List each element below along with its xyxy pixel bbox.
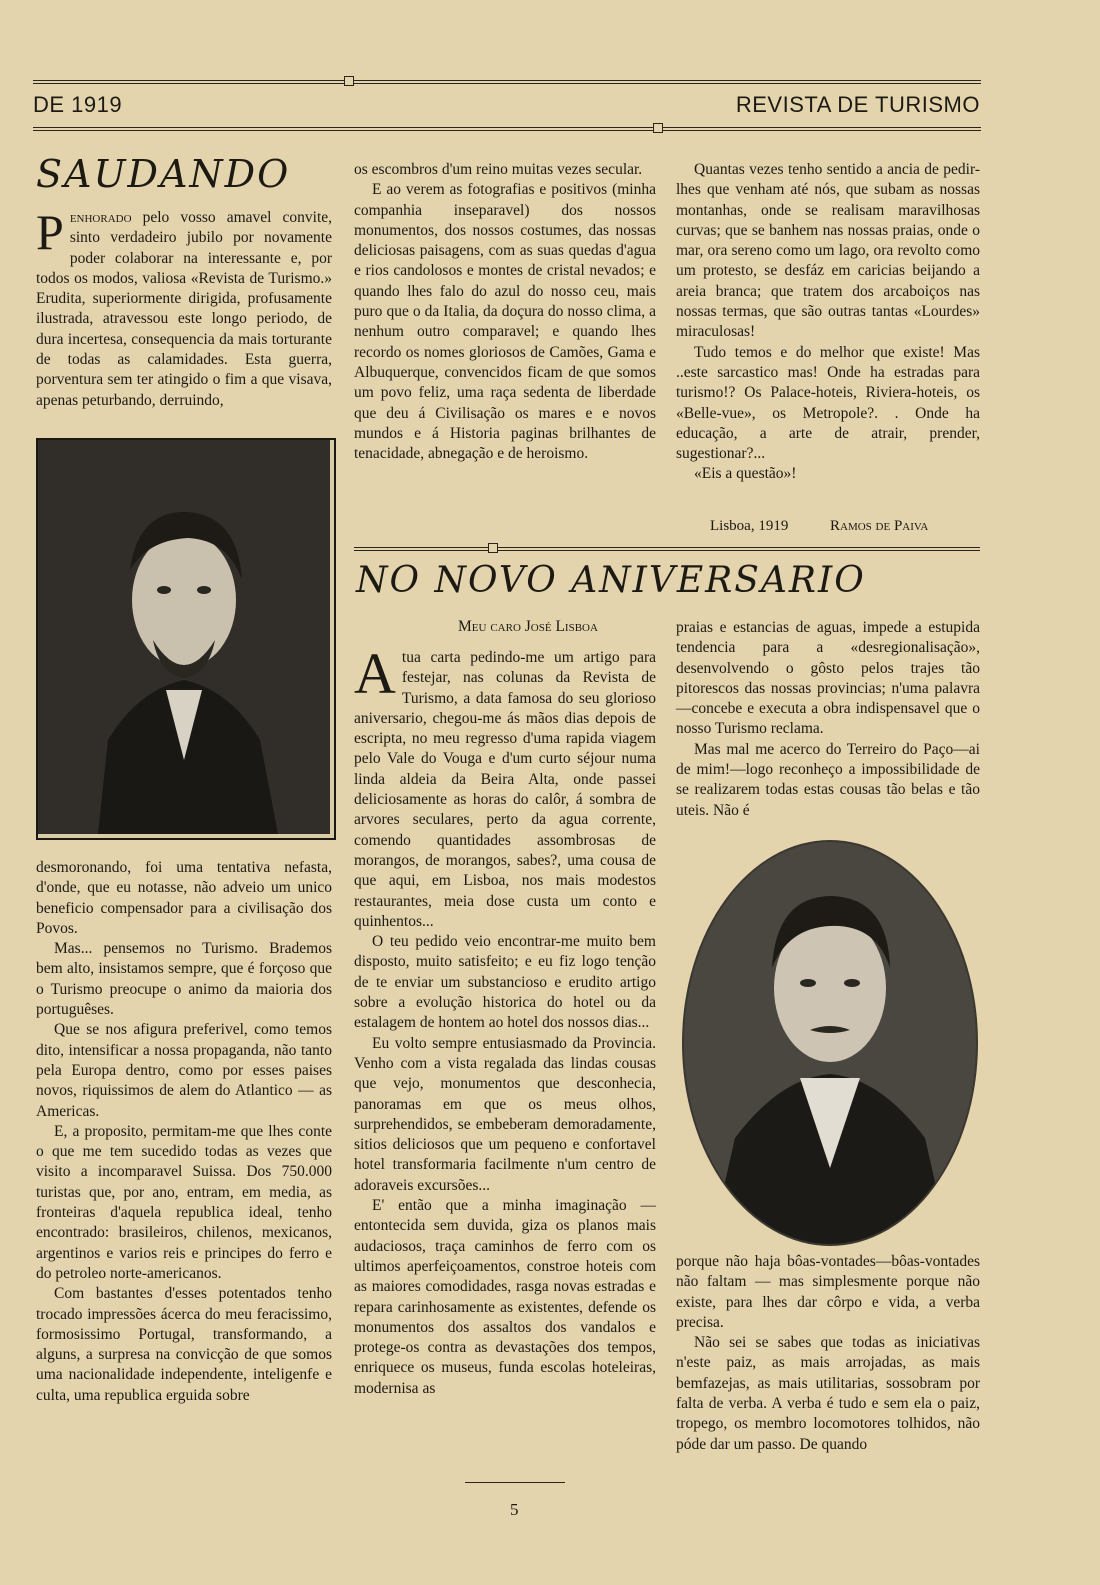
paragraph: pelo vosso amavel convite, sinto verdadeiro jubilo por novamente poder colaborar na interessante e, por todos os modos, valiosa «Revista de Turismo.» Erudita, superiormente dirigida, profusamente ilustrada, atravessou este longo periodo, de dura incertesa, consequencia da mais torturante de todas as calamidades. Esta guerra, porventura sem ter atingido o fim a que visava, apenas peturbando, derruindo,: [36, 209, 333, 409]
paragraph: Que se nos afigura preferivel, como temos dito, intensificar a nossa propaganda, não tanto pela Europa dentro, como por esses paises novos, riquissimos de alem do Atlantico — as Americas.: [36, 1021, 332, 1120]
paragraph: os escombros d'um reino muitas vezes secular.: [354, 161, 643, 178]
paragraph: «Eis a questão»!: [694, 465, 797, 483]
paragraph: Eu volto sempre entusiasmado da Provincia. Venho com a vista regalada das lindas cousas que vejo, monumentos que desconhecia, panoramas em que os meus olhos, surprehendidos, se embeberam demoradamente, sitios deliciosos que um pequeno e confortavel hotel transformaria facilmente n'um centro de adoraveis excursões...: [354, 1034, 656, 1194]
header-magazine-name: REVISTA DE TURISMO: [735, 92, 980, 117]
paragraph: O teu pedido veio encontrar-me muito bem disposto, muito satisfeito; e eu fiz logo tenção de te enviar um substancioso e erudito artigo sobre a evolução historica do hotel ou da estalagem de hontem ao hotel dos nossos dias...: [354, 933, 656, 1032]
signature-author: Ramos de Paiva: [830, 518, 929, 534]
article1-col1-top: [36, 204, 333, 411]
dropcap: P: [36, 204, 64, 260]
dropcap: A: [354, 641, 396, 706]
paragraph: Mas mal me acerco do Terreiro do Paço—ai de mim!—logo reconheço a impossibilidade de se realizarem todas estas cousas tão belas e tão uteis. Não é: [676, 740, 980, 819]
footer-rule: [465, 1482, 565, 1483]
paragraph: E ao verem as fotografias e positivos (minha companhia inseparavel) dos nossos monumentos, dos nossos costumes, das nossas deliciosas paisagens, com as suas quedas d'agua e rios candolosos e montes de cristal nevados; e quando lhes falo do azul do nosso ceu, mais puro que o da Italia, da doçura do nosso clima, a nenhum outro comparavel; e quando lhes recordo os nomes gloriosos de Camões, Gama e Albuquerque, convencidos ficam de que somos um povo feliz, uma raça sedenta de liberdade que deu á Civilisação os mares e e novos mundos e á Historia paginas brilhantes de tenacidade, abnegação e de heroismo.: [354, 181, 656, 463]
paragraph: praias e estancias de aguas, impede a estupida tendencia para a «desregionalisação», desenvolvendo o gôsto pelos trajes tão pitorescos das nossas provincias; n'uma palavra—concebe e executa a obra indispensavel que o nosso Turismo reclama.: [676, 619, 980, 738]
paragraph: Tudo temos e do melhor que existe! Mas ..este sarcastico mas! Onde ha estradas para turismo!? Os Palace-hoteis, Riviera-hoteis, os «Belle-vue», os Metropole?. . Onde ha educação, a arte de atrair, prender, sugestionar?...: [676, 343, 980, 463]
paragraph: E, a proposito, permitam-me que lhes conte o que me tem sucedido todas as vezes que visito a incomparavel Suissa. Dos 750.000 turistas que, por ano, entram, em media, as fronteiras d'aquela republica ideal, tenho encontrado: brasileiros, chilenos, mexicanos, argentinos e varios reis e principes do ferro e do petroleo norte-americanos.: [36, 1122, 332, 1282]
salutation: Meu caro José Lisboa: [458, 618, 598, 635]
paragraph: porque não haja bôas-vontades—bôas-vontades não faltam — mas simplesmente porque não existe, para lhes dar côrpo e vida, a verba precisa.: [676, 1253, 980, 1331]
paragraph: tua carta pedindo-me um artigo para festejar, nas colunas da Revista de Turismo, a data famosa do seu glorioso aniversario, chegou-me ás mãos dias depois de escripta, no meu regresso d'uma rapida viagem pelo Vale do Vouga e d'um curto séjour numa linda aldeia da Beira Alta, onde passei deliciosamente as horas do calôr, á sombra de arvores seculares, perto da agua corrente, comendo quantidades assombrosas de morangos, de morangos, sabes?, uma cousa de que aqui, em Lisboa, nos mais modestos restaurantes, meia dose custa um conto e quinhentos...: [354, 649, 656, 930]
paragraph: Não sei se sabes que todas as iniciativas n'este paiz, as mais arrojadas, as mais bemfazejas, as mais utilitarias, sossobram por falta de verba. A verba é tudo e sem ela o paiz, tropego, os membro locomotores tolhidos, não póde dar um passo. De quando: [676, 1334, 980, 1453]
article1-col2: [354, 160, 656, 464]
article-divider-rule: [354, 547, 980, 551]
rule-ornament: [488, 543, 498, 553]
article1-col1-bottom: [36, 858, 332, 1406]
header-bottom-rule: [33, 127, 981, 131]
article-title-no-novo-aniversario: NO NOVO ANIVERSARIO: [356, 560, 866, 601]
paragraph: Com bastantes d'esses potentados tenho trocado impressões ácerca do meu feracissimo, formosissimo Portugal, transformando, a alguns, a surpresa na convicção de que somos uma nacionalidade independente, inteligenfe e culta, uma republica erguida sobre: [36, 1285, 332, 1404]
header-date: DE 1919: [33, 92, 123, 117]
paragraph: desmoronando, foi uma tentativa nefasta, d'onde, que eu notasse, não adveio um unico beneficio compensador para a civilisação dos Povos.: [36, 859, 332, 937]
intro-smallcaps: enhorado: [69, 209, 132, 226]
rule-ornament: [344, 76, 354, 86]
rule-ornament: [653, 123, 663, 133]
article-title-saudando: SAUDANDO: [36, 152, 291, 196]
portrait-photo-frame: [36, 438, 336, 840]
article2-col3-top: [676, 618, 980, 821]
article2-col2: [354, 641, 656, 1399]
top-rule: [33, 80, 981, 84]
oval-portrait-photo: [680, 838, 980, 1248]
portrait-photo: [38, 440, 330, 834]
paragraph: Quantas vezes tenho sentido a ancia de pedir-lhes que venham até nós, que subam as nossas montanhas, onde se realisam maravilhosas curvas; que se banhem nas nossas praias, onde o mar, ora sereno como um lago, ora revolto como um protesto, se desfáz em caricias beijando a areia branca; que tratem dos arcaboiços nas nossas termas, que são outras tantas «Lourdes» miraculosas!: [676, 161, 980, 341]
article2-col3-bottom: [676, 1252, 980, 1455]
paragraph: Mas... pensemos no Turismo. Brademos bem alto, insistamos sempre, que é forçoso que o Turismo preocupe o animo da maioria dos portuguêses.: [36, 940, 332, 1019]
article1-col3: [676, 160, 980, 485]
page-number: 5: [510, 1500, 519, 1519]
paragraph: E' então que a minha imaginação —entontecida sem duvida, giza os planos mais audaciosos, traça caminhos de ferro com os ultimos aperfeiçoamentos, constroe hoteis com as maiores comodidades, rasga novas estradas e repara carinhosamente as existentes, defende os monumentos dos assaltos dos vandalos e protege-os contra as devastações dos tempos, enriquece os museus, funda escolas hoteleiras, modernisa as: [354, 1197, 656, 1397]
signature-place: Lisboa, 1919: [710, 518, 789, 534]
